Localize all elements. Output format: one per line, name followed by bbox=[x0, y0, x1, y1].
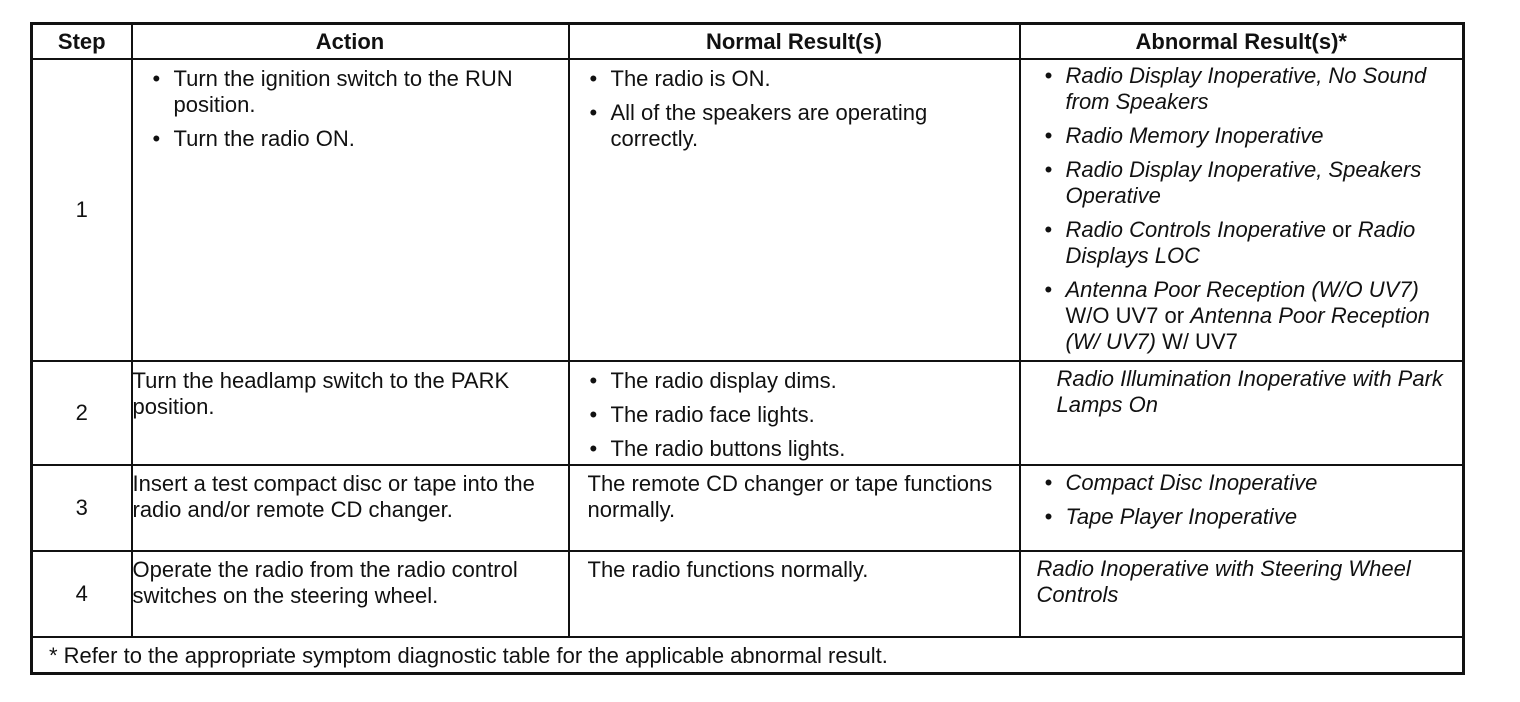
header-step: Step bbox=[32, 24, 132, 60]
connector-text: W/ UV7 bbox=[1155, 329, 1238, 354]
abnormal-text: Radio Illumination Inoperative with Park Lamps On bbox=[1056, 366, 1443, 418]
abnormal-text: Radio Inoperative with Steering Wheel Controls bbox=[1036, 556, 1411, 608]
footnote: * Refer to the appropriate symptom diagnostic table for the applicable abnormal result. bbox=[32, 637, 1464, 673]
list-item: • The radio display dims. bbox=[588, 368, 1019, 394]
connector-text: W/O UV7 or bbox=[1065, 303, 1191, 328]
normal-result-text: The remote CD changer or tape functions normally. bbox=[587, 471, 993, 523]
action-cell bbox=[132, 59, 569, 361]
step-number: 4 bbox=[32, 551, 132, 637]
abnormal-result-cell bbox=[1020, 551, 1464, 637]
action-text: Operate the radio from the radio control switches on the steering wheel. bbox=[132, 557, 518, 609]
step-number: 1 bbox=[32, 59, 132, 361]
header-row bbox=[32, 24, 1464, 60]
step-number: 3 bbox=[32, 465, 132, 551]
table-row bbox=[32, 465, 1464, 551]
header-abnormal-results: Abnormal Result(s)* bbox=[1020, 24, 1464, 60]
list-item: • Tape Player Inoperative bbox=[1043, 504, 1463, 530]
symptom-reference: Radio Controls Inoperative bbox=[1065, 217, 1326, 242]
normal-result-list bbox=[570, 368, 1019, 462]
list-item bbox=[1043, 217, 1463, 269]
symptom-reference: Antenna Poor Reception (W/O UV7) bbox=[1065, 277, 1419, 302]
table-row bbox=[32, 59, 1464, 361]
list-item: • Compact Disc Inoperative bbox=[1043, 470, 1463, 496]
step-number: 2 bbox=[32, 361, 132, 465]
list-item: • Turn the radio ON. bbox=[151, 126, 568, 152]
action-text: Insert a test compact disc or tape into the radio and/or remote CD changer. bbox=[132, 471, 535, 523]
connector-text: or bbox=[1325, 217, 1358, 242]
normal-result-cell bbox=[569, 465, 1020, 551]
symptom-reference: Antenna Poor Reception (W/ UV7) bbox=[1065, 303, 1430, 354]
list-item: • Radio Display Inoperative, No Sound from Speakers bbox=[1043, 63, 1463, 115]
abnormal-result-cell bbox=[1020, 361, 1464, 465]
symptom-reference: Radio Displays LOC bbox=[1065, 217, 1416, 268]
abnormal-result-list bbox=[1021, 63, 1463, 355]
list-item: • Turn the ignition switch to the RUN position. bbox=[151, 66, 568, 118]
action-cell bbox=[132, 361, 569, 465]
header-action: Action bbox=[132, 24, 569, 60]
list-item: • The radio is ON. bbox=[588, 66, 1019, 92]
normal-result-cell bbox=[569, 551, 1020, 637]
action-cell bbox=[132, 551, 569, 637]
header-normal-results: Normal Result(s) bbox=[569, 24, 1020, 60]
normal-result-list bbox=[570, 66, 1019, 152]
action-list bbox=[133, 66, 568, 152]
list-item: • Radio Memory Inoperative bbox=[1043, 123, 1463, 149]
abnormal-result-cell bbox=[1020, 59, 1464, 361]
normal-result-cell bbox=[569, 361, 1020, 465]
abnormal-result-list bbox=[1021, 470, 1463, 530]
normal-result-cell bbox=[569, 59, 1020, 361]
list-item: • All of the speakers are operating correctly. bbox=[588, 100, 1019, 152]
diagnostic-table bbox=[30, 22, 1465, 675]
list-item: • The radio face lights. bbox=[588, 402, 1019, 428]
list-item: • Radio Display Inoperative, Speakers Operative bbox=[1043, 157, 1463, 209]
table-row bbox=[32, 551, 1464, 637]
normal-result-text: The radio functions normally. bbox=[587, 557, 869, 583]
footnote-row bbox=[32, 637, 1464, 673]
action-text: Turn the headlamp switch to the PARK position. bbox=[132, 368, 510, 420]
abnormal-result-cell bbox=[1020, 465, 1464, 551]
table-row bbox=[32, 361, 1464, 465]
action-cell bbox=[132, 465, 569, 551]
list-item: • The radio buttons lights. bbox=[588, 436, 1019, 462]
list-item bbox=[1043, 277, 1463, 355]
